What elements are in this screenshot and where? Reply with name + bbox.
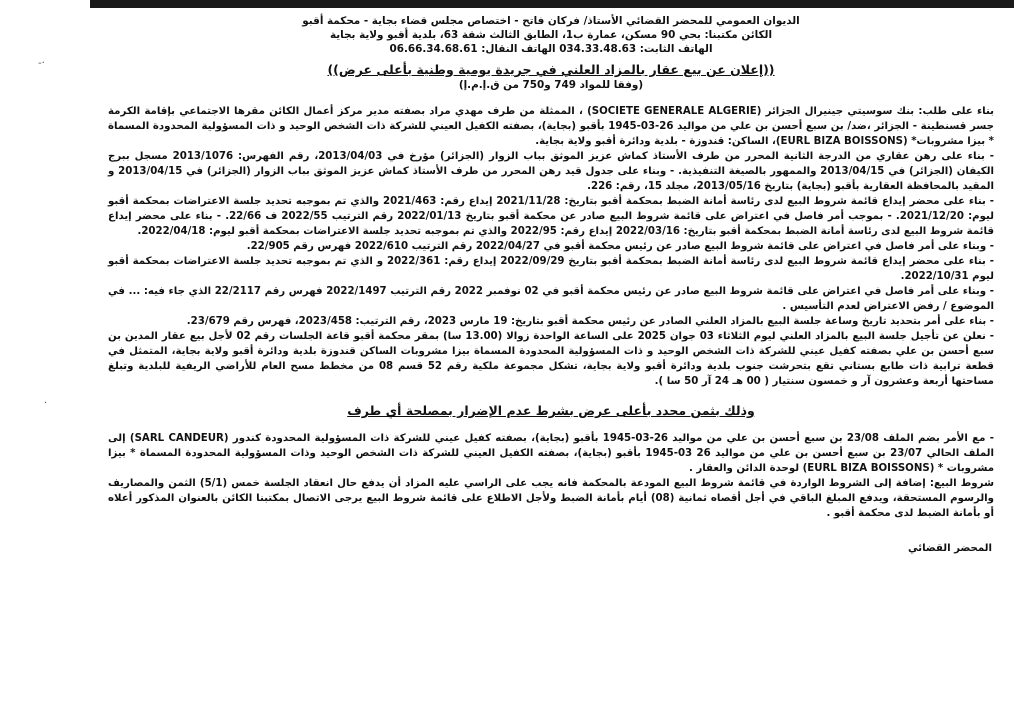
paragraph-order: - وبناء على أمر فاصل في اعتراض على قائمة شروط البيع صادر عن رئيس محكمة أقبو في 2022/04/27 رقم الترتيب 2022/610 فهرس رقم 22/905. (246, 241, 994, 252)
paragraph-sale-date: - بناء على أمر بتحديد تاريخ وساعة جلسة البيع بالمزاد العلني الصادر عن رئيس محكمة أقبو بتاريخ: 19 مارس 2023، رقم الترتيب: 2023/458، فهرس رقم 23/679. (186, 316, 994, 327)
header-line-office: الديوان العمومي للمحضر القضائي الأستاذ/ فركان فاتح - اختصاص مجلس قضاء بجاية - محكمة أقبو (302, 15, 800, 27)
margin-mark: -· (38, 58, 45, 69)
price-condition-title: وذلك بثمن محدد بأعلى عرض بشرط عدم الإضرار بمصلحة أي طرف (347, 403, 755, 418)
signature-label: المحضر القضائي (907, 543, 992, 554)
paragraph-merge: - مع الأمر بضم الملف 23/08 بن سبع أحسن بن علي من مواليد 26-03-1945 بأقبو (بجاية)، بصفته كفيل عيني للشركة ذات المسؤولية المحدودة كندور (SARL CANDEUR) إلى الملف الحالي 23/07 بن سبع أحسن بن علي من مواليد 26 03-1945 بأقبو (بجاية)، بصفته الكفيل العيني للشركة ذات الشخص الوحيد وذات المسؤولية المحدودة المسماة * بيزا مشروبات * (EURL BIZA BOISSONS) لوحدة الدائن والعقار . (108, 433, 994, 474)
paragraph-order-2: - وبناء على أمر فاصل في اعتراض على قائمة شروط البيع صادر عن رئيس محكمة أقبو في 02 نوفمبر 2022 رقم الترتيب 2022/1497 فهرس رقم 22/2117 الذي جاء فيه: ... في الموضوع / رفض الاعتراض لعدم التأسيس . (108, 286, 994, 312)
paragraph-postponement: - نعلن عن تأجيل جلسة البيع بالمزاد العلني ليوم الثلاثاء 03 جوان 2025 على الساعة الواحدة زوالا (13.00 سا) بمقر محكمة أقبو قاعة الجلسات رقم 02 لأجل بيع عقار المدين بن سبع أحسن بن علي بصفته كفيل عيني للشركة ذات الشخص الوحيد و ذات المسؤولية المحدودة المسماة بيزا مشروبات الساكن قندوزة بلدية ودائرة أقبو ولاية بجاية، المتمثل في قطعة ترابية ذات طابع بستاني تقع بتحرشت جنوب بلدية ودائرة أقبو ولاية بجاية، تشكل مجموعة ملكية رقم 52 قسم 08 من مخطط مسح العام للأراضي الريفية للبلدية وتبلغ مساحتها أربعة وعشرون آر و خمسون سنتيار ( 00 هـ 24 آر 50 سا ). (108, 331, 994, 387)
paragraph-mortgage: - بناء على رهن عقاري من الدرجة الثانية المحرر من طرف الأستاذ كماش عزيز الموثق بباب الزوار (الجزائر) مؤرخ في 2013/04/03، رقم الفهرس: 2013/1076 مسجل ببرج الكيفان (الجزائر) في 2013/04/15 والممهور بالصيغة التنفيذية. - وبناء على جدول قيد رهن المحرر من طرف الأستاذ كماش عزيز الموثق بباب الزوار (الجزائر) في 2013/04/15 و المقيد بالمحافظة العقارية بأقبو (بجاية) بتاريخ 2013/05/16، مجلد 15، رقم: 226. (108, 151, 994, 192)
header-line-phones: الهاتف الثابت: 034.33.48.63 الهاتف النقال: 06.66.34.68.61 (389, 43, 713, 55)
margin-mark: · (44, 398, 48, 409)
notice-title: ((إعلان عن بيع عقار بالمزاد العلني في جريدة يومية وطنية بأعلى عرض)) (327, 62, 775, 77)
legal-notice-document (100, 12, 1014, 702)
notice-subtitle: (وفقا للمواد 749 و750 من ق.إ.م.إ) (458, 79, 644, 91)
paragraph-deposit-2: - بناء على محضر إيداع قائمة شروط البيع لدى رئاسة أمانة الضبط بمحكمة أقبو بتاريخ 2022/09/29 إيداع رقم: 2022/361 و الذي تم بموجبه تحديد جلسة الاعتراضات بمحكمة أقبو ليوم 2022/10/31. (108, 256, 994, 282)
top-edge-bar (90, 0, 1014, 8)
paragraph-deposit: - بناء على محضر إيداع قائمة شروط البيع لدى رئاسة أمانة الضبط بمحكمة أقبو بتاريخ: 2021/11/28 إيداع رقم: 2021/463 والذي تم بموجبه تحديد جلسة الاعتراضات بمحكمة أقبو ليوم: 2021/12/20. - بموجب أمر فاصل في اعتراض على قائمة شروط البيع صادر عن محكمة أقبو بتاريخ 2022/01/13 رقم الترتيب 2022/55 ف 22/66. - بناء على محضر إيداع قائمة شروط البيع لدى رئاسة أمانة الضبط بمحكمة أقبو بتاريخ: 2022/03/16 إيداع رقم: 2022/95 والذي تم بموجبه تحديد جلسة الاعتراضات بمحكمة أقبو ليوم: 2022/04/18. (108, 196, 995, 237)
paragraph-request: بناء على طلب: بنك سوسيتي جينيرال الجزائر (SOCIETE GENERALE ALGERIE) ، الممثلة من طرف مهدي مراد بصفته مدير مركز أعمال الكائن مقرها الاجتماعي بإقامة الكرمة جسر قسنطينة - الجزائر ،ضد/ بن سبع أحسن بن علي من مواليد 26-03-1945 بأقبو (بجاية)، بصفته الكفيل العيني للشركة ذات الشخص الوحيد و ذات المسؤولية المحدودة المسماة * بيزا مشروبات* (EURL BIZA BOISSONS)، الساكن: قندوزة - بلدية ودائرة أقبو ولاية بجاية. (108, 106, 994, 147)
paragraph-sale-conditions: شروط البيع: إضافة إلى الشروط الواردة في قائمة شروط البيع المودعة بالمحكمة فانه يجب على الراسي عليه المزاد أن يدفع حال انعقاد الجلسة خمس (5/1) الثمن والمصاريف والرسوم المستحقة، ويدفع المبلغ الباقي في أجل أقصاه ثمانية (08) أيام بأمانة الضبط ولأجل الاطلاع على قائمة شروط البيع يرجى الاتصال بمكتبنا الكائن بالعنوان المذكور أعلاه أو بأمانة الضبط لدى محكمة أقبو . (108, 478, 994, 519)
office-header (108, 14, 994, 56)
header-line-address: الكائن مكتبنا: بحي 90 مسكن، عمارة ب1، الطابق الثالث شقة 63، بلدية أقبو ولاية بجاية (329, 29, 773, 41)
